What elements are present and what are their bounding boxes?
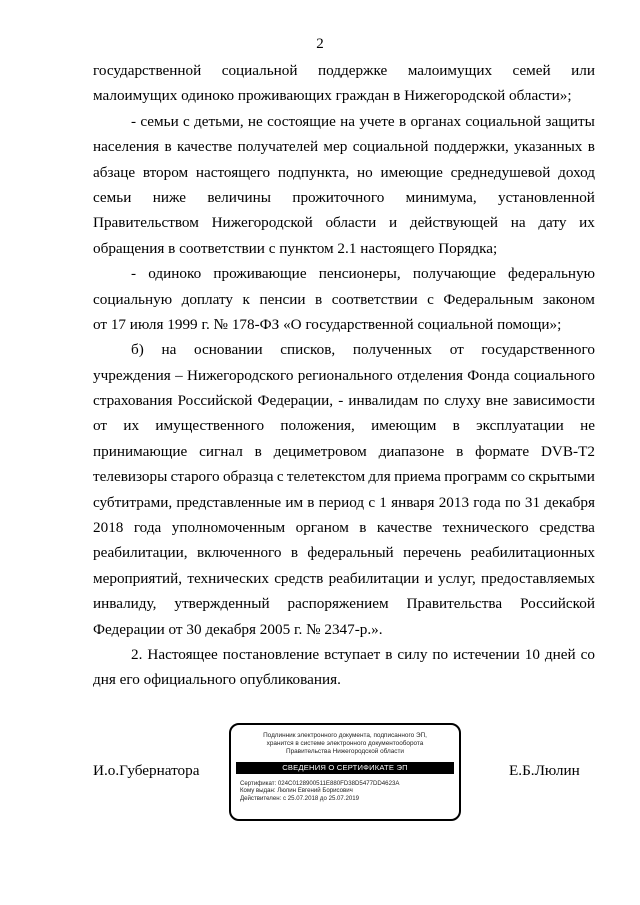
word: Нижегородской xyxy=(211,214,313,232)
word: установленной xyxy=(498,188,595,206)
word: старого xyxy=(170,468,220,486)
word: силу xyxy=(397,645,428,663)
word: распоряжением xyxy=(287,595,389,613)
word: с xyxy=(368,493,376,511)
word: зависимости xyxy=(513,392,595,410)
page-number: 2 xyxy=(316,36,324,52)
word: социальную xyxy=(93,290,173,308)
word: дециметровом xyxy=(273,442,367,460)
text-line xyxy=(93,439,595,464)
electronic-signature-stamp xyxy=(229,723,461,821)
word: имущественного xyxy=(155,417,265,435)
word: технического xyxy=(442,519,529,537)
word: основании xyxy=(194,341,263,359)
word: Российской xyxy=(520,595,595,613)
word: одиноко xyxy=(148,265,202,283)
text-line: Федерации от 30 декабря 2005 г. № 2347-р.». xyxy=(93,620,383,638)
word: соответствии xyxy=(331,290,418,308)
word: прожиточного xyxy=(292,188,385,206)
word: дней xyxy=(544,645,576,663)
word: Фонда xyxy=(467,366,510,384)
word: области xyxy=(325,214,377,232)
word: доплату xyxy=(181,290,233,308)
word: абзаце xyxy=(93,163,136,181)
certificate-validity: Действителен: с 25.07.2018 до 25.07.2019 xyxy=(240,794,360,802)
text-line xyxy=(93,363,595,388)
word: скрытыми xyxy=(528,468,595,486)
word: поддержке xyxy=(317,62,388,79)
word: реабилитации, xyxy=(93,544,188,562)
word: имеющим xyxy=(371,417,437,435)
word: реабилитации xyxy=(328,569,420,587)
word: качестве xyxy=(376,519,433,537)
word: пенсионеры, xyxy=(318,265,401,283)
word: - xyxy=(338,392,344,410)
word: эксплуатации xyxy=(476,417,564,435)
word: в xyxy=(452,417,460,435)
word: им xyxy=(285,493,304,511)
word: с xyxy=(183,112,190,130)
word: федеральный xyxy=(307,544,394,562)
word: величины xyxy=(207,188,271,206)
certificate-details xyxy=(240,780,459,803)
word: в xyxy=(290,544,299,562)
word: 1 xyxy=(379,493,387,511)
word: органом xyxy=(295,519,349,537)
text-line xyxy=(93,642,595,667)
word: формате xyxy=(475,442,530,460)
word: в xyxy=(359,519,367,537)
word: среднедушевой xyxy=(450,163,551,181)
word: их xyxy=(123,417,140,435)
word: на xyxy=(340,112,356,130)
word: дату xyxy=(538,214,567,232)
word: и xyxy=(388,214,398,232)
stamp-header xyxy=(231,732,459,757)
word: минимума, xyxy=(405,188,477,206)
word: на xyxy=(161,341,177,359)
word: на xyxy=(510,214,526,232)
word: вступает xyxy=(324,645,381,663)
text-line xyxy=(93,134,595,159)
word: Правительством xyxy=(93,214,199,232)
signatory-position: И.о.Губернатора xyxy=(93,762,200,779)
text-line xyxy=(93,591,595,616)
text-line xyxy=(93,210,595,235)
text-line xyxy=(93,413,595,438)
word: Федеральным xyxy=(443,290,534,308)
text-line xyxy=(93,490,595,515)
word: 2. xyxy=(131,645,143,663)
word: и xyxy=(424,569,433,587)
word: со xyxy=(510,468,526,486)
word: от xyxy=(93,417,108,435)
text-line xyxy=(93,160,595,185)
word: представленные xyxy=(176,493,282,511)
word: в xyxy=(456,442,464,460)
word: года xyxy=(473,493,501,511)
certificate-owner: Кому выдан: Люлин Евгений Борисович xyxy=(240,787,353,795)
word: по xyxy=(423,392,440,410)
word: телевизоры xyxy=(93,468,168,486)
word: декабря xyxy=(544,493,595,511)
word: в xyxy=(587,138,595,156)
word: семьи xyxy=(140,112,179,130)
word: населения xyxy=(93,138,160,156)
text-line: малоимущих одиноко проживающих граждан в Нижегородской области»; xyxy=(93,87,572,105)
word: к xyxy=(242,290,250,308)
word: 10 xyxy=(524,645,540,663)
word: сигнал xyxy=(199,442,243,460)
word: технических xyxy=(187,569,269,587)
word: от xyxy=(449,341,464,359)
word: перечень xyxy=(403,544,462,562)
word: пенсии xyxy=(259,290,306,308)
word: Настоящее xyxy=(147,645,218,663)
text-line xyxy=(93,185,595,210)
word: учреждения xyxy=(93,366,171,384)
word: постановление xyxy=(222,645,320,663)
word: в xyxy=(385,645,393,663)
word: для xyxy=(368,468,391,486)
word: или xyxy=(571,62,595,79)
word: 2013 xyxy=(438,493,470,511)
word: период xyxy=(318,493,365,511)
text-line xyxy=(93,515,595,540)
word: – xyxy=(175,366,183,384)
word: диапазоне xyxy=(378,442,445,460)
word: DVB-T2 xyxy=(540,442,595,460)
word: мероприятий, xyxy=(93,569,183,587)
word: в xyxy=(398,112,407,130)
text-line: обращения в соответствии с пунктом 2.1 настоящего Порядка; xyxy=(93,239,498,257)
word: указанных xyxy=(514,138,583,156)
word: в xyxy=(315,290,323,308)
word: принимающие xyxy=(93,442,188,460)
word: 2018 xyxy=(93,519,124,537)
word: качестве xyxy=(176,138,233,156)
word: законом xyxy=(542,290,595,308)
text-line xyxy=(93,337,595,362)
stamp-title: СВЕДЕНИЯ О СЕРТИФИКАТЕ ЭП xyxy=(236,762,454,774)
word: по xyxy=(432,645,449,663)
word: со xyxy=(580,645,595,663)
word: истечении xyxy=(453,645,520,663)
word: состоящие xyxy=(267,112,336,130)
word: утвержденный xyxy=(174,595,270,613)
text-line xyxy=(93,540,595,565)
word: уполномоченным xyxy=(171,519,286,537)
word: получающие xyxy=(412,265,496,283)
stamp-header-line: Подлинник электронного документа, подписанного ЭП, xyxy=(263,732,427,739)
word: поддержки, xyxy=(433,138,509,156)
word: телетекстом xyxy=(286,468,366,486)
word: - xyxy=(131,112,137,130)
word: реабилитационных xyxy=(470,544,595,562)
word: действующей xyxy=(409,214,498,232)
word: семей xyxy=(512,62,551,79)
word: слуху xyxy=(444,392,481,410)
word: их xyxy=(579,214,595,232)
word: вне xyxy=(485,392,508,410)
word: в xyxy=(164,138,172,156)
word: социальной xyxy=(221,62,298,79)
word: мер xyxy=(323,138,348,156)
word: регионального xyxy=(297,366,393,384)
stamp-header-line: хранится в системе электронного документооборота xyxy=(266,740,424,748)
text-line xyxy=(93,287,595,312)
text-line: от 17 июля 1999 г. № 178-ФЗ «О государственной социальной помощи»; xyxy=(93,315,562,333)
word: б) xyxy=(131,341,144,359)
text-line xyxy=(93,388,595,413)
word: - xyxy=(131,265,137,283)
word: втором xyxy=(142,163,189,181)
word: программ xyxy=(444,468,508,486)
word: по xyxy=(504,493,521,511)
word: образца xyxy=(222,468,274,486)
word: с xyxy=(276,468,284,486)
word: не xyxy=(247,112,263,130)
word: Федерации, xyxy=(257,392,334,410)
word: положения, xyxy=(280,417,355,435)
text-line xyxy=(93,58,595,83)
word: в xyxy=(307,493,315,511)
word: получателей xyxy=(237,138,319,156)
word: списков, xyxy=(280,341,336,359)
word: органах xyxy=(410,112,462,130)
text-line xyxy=(93,261,595,286)
word: страхования xyxy=(93,392,173,410)
word: федеральную xyxy=(508,265,595,283)
word: средств xyxy=(274,569,324,587)
word: учете xyxy=(359,112,395,130)
word: ниже xyxy=(152,188,186,206)
word: Российской xyxy=(177,392,253,410)
text-line xyxy=(93,109,595,134)
word: малоимущих xyxy=(407,62,493,79)
word: защиты xyxy=(545,112,595,130)
word: детьми, xyxy=(194,112,244,130)
word: но xyxy=(356,163,373,181)
word: подпункта, xyxy=(277,163,350,181)
word: субтитрами, xyxy=(93,493,173,511)
text-line xyxy=(93,566,595,591)
word: средства xyxy=(539,519,595,537)
word: приема xyxy=(394,468,441,486)
word: проживающие xyxy=(213,265,307,283)
word: не xyxy=(580,417,595,435)
word: Правительства xyxy=(406,595,503,613)
certificate-serial: Сертификат: 024C0128900511E880FD38D5477DD4623A xyxy=(240,779,400,787)
word: семьи xyxy=(93,188,132,206)
stamp-header-line: Правительства Нижегородской области xyxy=(285,748,405,756)
word: в xyxy=(254,442,262,460)
word: с xyxy=(427,290,434,308)
signatory-name: Е.Б.Люлин xyxy=(509,762,580,779)
word: инвалиду, xyxy=(93,595,157,613)
word: отделения xyxy=(397,366,463,384)
word: социальной xyxy=(352,138,429,156)
word: социальной xyxy=(465,112,542,130)
word: услуг, xyxy=(437,569,476,587)
word: Нижегородского xyxy=(187,366,294,384)
word: года xyxy=(133,519,162,537)
word: государственной xyxy=(93,62,202,79)
word: января xyxy=(391,493,435,511)
text-line: дня его официального опубликования. xyxy=(93,671,341,689)
word: предоставляемых xyxy=(481,569,595,587)
word: включенного xyxy=(196,544,282,562)
word: доход xyxy=(558,163,595,181)
word: полученных xyxy=(352,341,432,359)
word: государственного xyxy=(481,341,595,359)
word: инвалидам xyxy=(348,392,419,410)
word: 31 xyxy=(524,493,541,511)
text-line xyxy=(93,464,595,489)
word: социального xyxy=(513,366,595,384)
document-body xyxy=(93,58,595,693)
word: настоящего xyxy=(195,163,271,181)
word: имеющие xyxy=(380,163,443,181)
